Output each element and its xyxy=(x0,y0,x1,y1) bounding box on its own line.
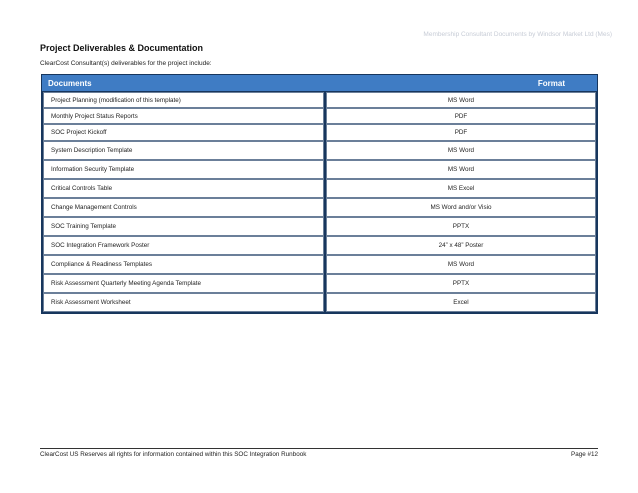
table-row xyxy=(42,275,597,292)
footer-divider xyxy=(40,448,598,449)
cell-format: PPTX xyxy=(327,218,595,235)
cell-format: 24” x 48” Poster xyxy=(327,237,595,254)
header-documents: Documents xyxy=(48,78,92,88)
footer-page-number: Page #12 xyxy=(571,451,598,458)
cell-document: Compliance & Readiness Templates xyxy=(44,256,323,273)
cell-format: PDF xyxy=(327,125,595,140)
table-row xyxy=(42,109,597,123)
table-row xyxy=(42,237,597,254)
cell-document: Monthly Project Status Reports xyxy=(44,109,323,123)
header-watermark: Membership Consultant Documents by Windsor Market Ltd (Mes) xyxy=(423,31,612,38)
cell-format: PPTX xyxy=(327,275,595,292)
cell-format: PDF xyxy=(327,109,595,123)
table-row xyxy=(42,256,597,273)
table-row xyxy=(42,180,597,197)
cell-document: Project Planning (modification of this template) xyxy=(44,93,323,107)
table-row xyxy=(42,294,597,311)
table-row xyxy=(42,199,597,216)
cell-format: MS Excel xyxy=(327,180,595,197)
cell-document: Risk Assessment Quarterly Meeting Agenda Template xyxy=(44,275,323,292)
cell-format: MS Word xyxy=(327,93,595,107)
table-row xyxy=(42,161,597,178)
cell-format: MS Word xyxy=(327,161,595,178)
cell-document: Change Management Controls xyxy=(44,199,323,216)
cell-format: Excel xyxy=(327,294,595,311)
cell-document: Risk Assessment Worksheet xyxy=(44,294,323,311)
cell-document: SOC Integration Framework Poster xyxy=(44,237,323,254)
section-intro: ClearCost Consultant(s) deliverables for the project include: xyxy=(40,60,212,67)
deliverables-table xyxy=(41,74,598,314)
table-row xyxy=(42,125,597,140)
cell-document: Information Security Template xyxy=(44,161,323,178)
table-row xyxy=(42,142,597,159)
footer-rights-text: ClearCost US Reserves all rights for information contained within this SOC Integration Runbook xyxy=(40,451,307,458)
table-row xyxy=(42,93,597,107)
table-row xyxy=(42,218,597,235)
cell-document: SOC Training Template xyxy=(44,218,323,235)
table-header-row xyxy=(42,75,597,91)
cell-document: SOC Project Kickoff xyxy=(44,125,323,140)
header-format: Format xyxy=(537,78,565,88)
cell-format: MS Word and/or Visio xyxy=(327,199,595,216)
table-body xyxy=(42,93,597,313)
cell-document: System Description Template xyxy=(44,142,323,159)
cell-format: MS Word xyxy=(327,256,595,273)
cell-format: MS Word xyxy=(327,142,595,159)
cell-document: Critical Controls Table xyxy=(44,180,323,197)
section-title: Project Deliverables & Documentation xyxy=(40,43,204,53)
